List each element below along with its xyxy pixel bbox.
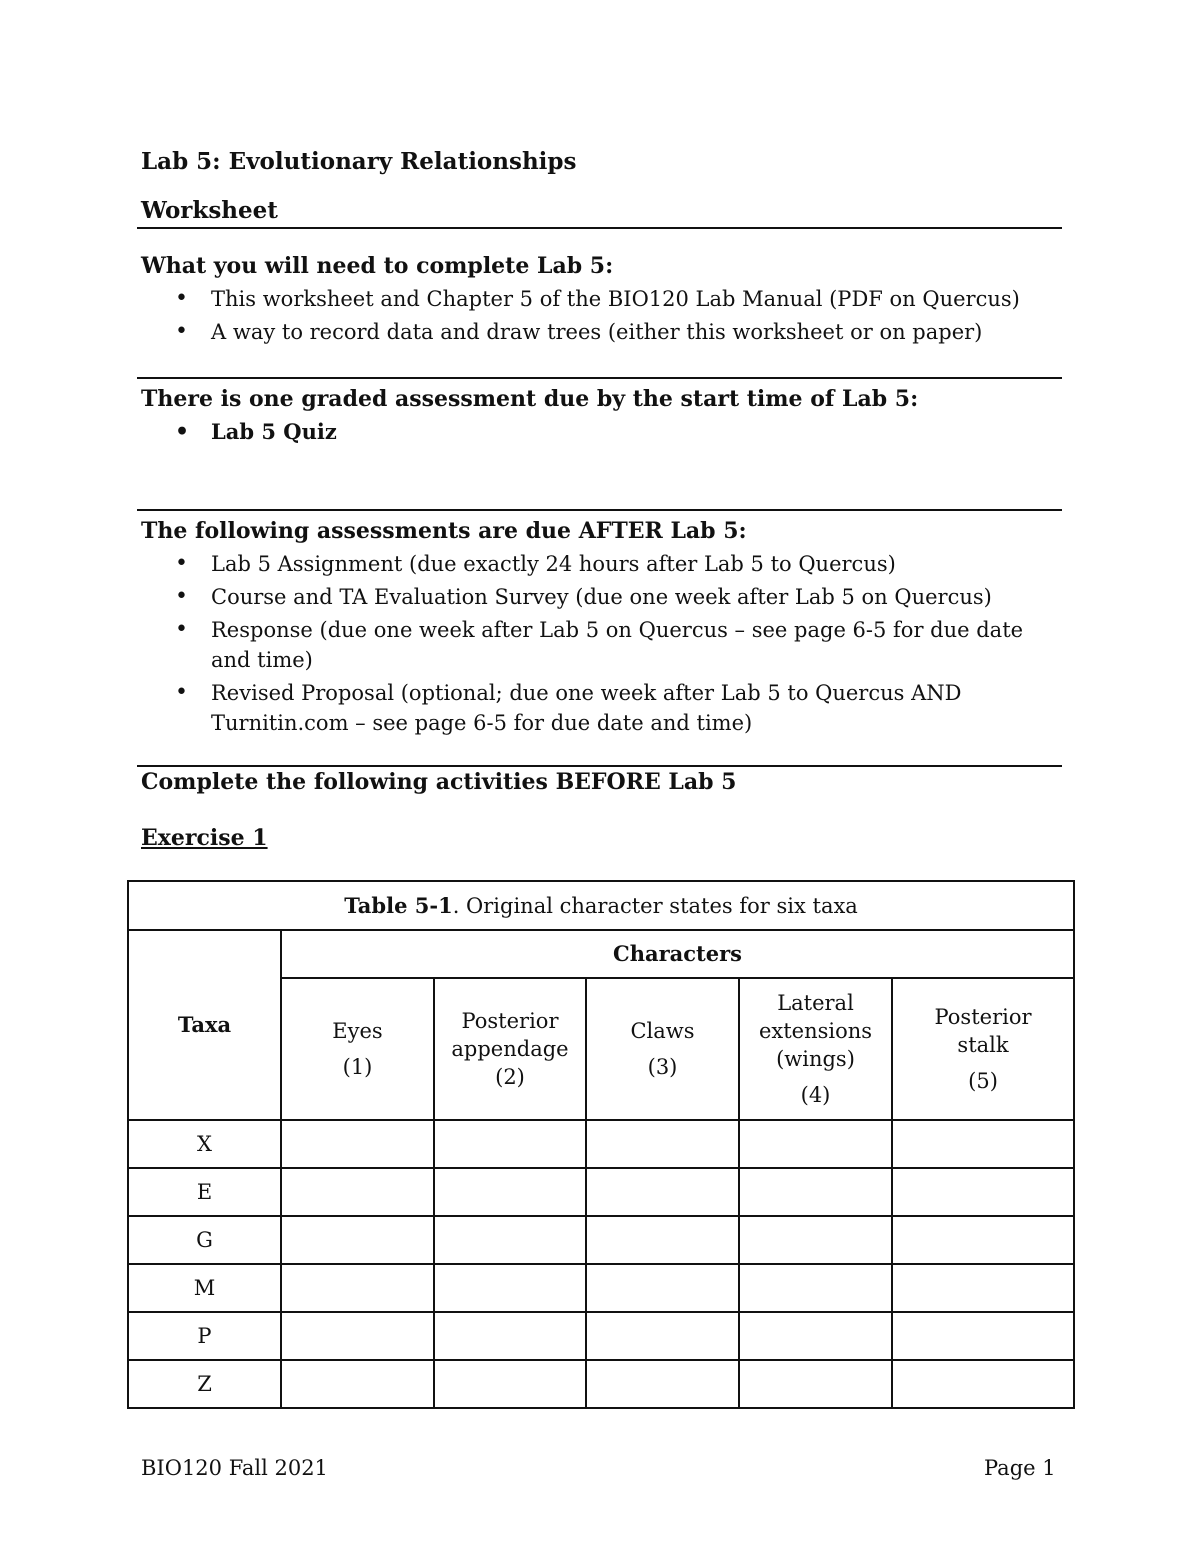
data-cell[interactable] bbox=[586, 1120, 739, 1168]
graded-heading: There is one graded assessment due by the start time of Lab 5: bbox=[141, 386, 919, 412]
data-cell[interactable] bbox=[281, 1264, 434, 1312]
data-cell[interactable] bbox=[586, 1312, 739, 1360]
exercise-label: Exercise 1 bbox=[141, 825, 268, 851]
column-number: (5) bbox=[968, 1069, 998, 1093]
column-header-lateral-extensions bbox=[739, 978, 892, 1120]
data-cell[interactable] bbox=[281, 1120, 434, 1168]
taxon-label: Z bbox=[128, 1360, 281, 1408]
table-caption bbox=[128, 881, 1074, 930]
data-cell[interactable] bbox=[281, 1216, 434, 1264]
list-item: • Course and TA Evaluation Survey (due one week after Lab 5 on Quercus) bbox=[141, 582, 1051, 612]
footer-page-number: Page 1 bbox=[984, 1456, 1056, 1480]
characters-header: Characters bbox=[281, 930, 1074, 978]
column-header-eyes bbox=[281, 978, 434, 1120]
data-cell[interactable] bbox=[892, 1264, 1074, 1312]
divider bbox=[137, 509, 1062, 511]
footer-course: BIO120 Fall 2021 bbox=[141, 1456, 328, 1480]
column-header-claws bbox=[586, 978, 739, 1120]
taxon-label: M bbox=[128, 1264, 281, 1312]
table-row bbox=[128, 1312, 1074, 1360]
after-heading: The following assessments are due AFTER Lab 5: bbox=[141, 518, 747, 544]
table-caption-text: . Original character states for six taxa bbox=[452, 893, 858, 918]
column-number: (4) bbox=[800, 1083, 831, 1107]
column-name: (wings) bbox=[776, 1047, 855, 1071]
divider bbox=[137, 765, 1062, 767]
data-cell[interactable] bbox=[892, 1168, 1074, 1216]
divider bbox=[137, 227, 1062, 229]
page-title: Lab 5: Evolutionary Relationships bbox=[141, 148, 577, 175]
data-cell[interactable] bbox=[739, 1216, 892, 1264]
data-cell[interactable] bbox=[892, 1312, 1074, 1360]
column-name: Posterior bbox=[934, 1005, 1032, 1029]
data-cell[interactable] bbox=[739, 1264, 892, 1312]
data-cell[interactable] bbox=[586, 1264, 739, 1312]
column-name: stalk bbox=[957, 1033, 1009, 1057]
column-name: Posterior bbox=[461, 1009, 559, 1033]
divider bbox=[137, 377, 1062, 379]
data-cell[interactable] bbox=[739, 1120, 892, 1168]
table-row bbox=[128, 1120, 1074, 1168]
data-cell[interactable] bbox=[892, 1360, 1074, 1408]
graded-list bbox=[141, 417, 1051, 450]
column-name: Lateral bbox=[777, 991, 854, 1015]
data-cell[interactable] bbox=[281, 1312, 434, 1360]
data-cell[interactable] bbox=[739, 1312, 892, 1360]
table-row bbox=[128, 1264, 1074, 1312]
column-header-posterior-appendage bbox=[434, 978, 586, 1120]
list-item: • This worksheet and Chapter 5 of the BIO120 Lab Manual (PDF on Quercus) bbox=[141, 284, 1051, 314]
list-item: • Response (due one week after Lab 5 on Quercus – see page 6-5 for due date and time) bbox=[141, 615, 1051, 675]
table-caption-label: Table 5-1 bbox=[344, 892, 453, 918]
table-row bbox=[128, 1216, 1074, 1264]
taxa-header: Taxa bbox=[128, 930, 281, 1120]
column-number: (3) bbox=[647, 1055, 678, 1079]
data-cell[interactable] bbox=[739, 1360, 892, 1408]
need-list bbox=[141, 284, 1051, 350]
table-row bbox=[128, 1168, 1074, 1216]
data-cell[interactable] bbox=[434, 1264, 586, 1312]
list-item: • Lab 5 Assignment (due exactly 24 hours after Lab 5 to Quercus) bbox=[141, 549, 1051, 579]
column-number: (1) bbox=[342, 1055, 373, 1079]
list-item: • Revised Proposal (optional; due one week after Lab 5 to Quercus AND Turnitin.com – see page 6-5 for due date and time) bbox=[141, 678, 1051, 738]
data-cell[interactable] bbox=[434, 1120, 586, 1168]
column-name: extensions bbox=[758, 1019, 873, 1043]
data-cell[interactable] bbox=[892, 1216, 1074, 1264]
column-number: (2) bbox=[495, 1065, 525, 1089]
list-item: • Lab 5 Quiz bbox=[141, 417, 1051, 447]
data-cell[interactable] bbox=[281, 1360, 434, 1408]
data-cell[interactable] bbox=[434, 1360, 586, 1408]
data-cell[interactable] bbox=[892, 1120, 1074, 1168]
column-name: Claws bbox=[630, 1019, 695, 1043]
taxon-label: X bbox=[128, 1120, 281, 1168]
data-cell[interactable] bbox=[739, 1168, 892, 1216]
taxon-label: G bbox=[128, 1216, 281, 1264]
data-cell[interactable] bbox=[281, 1168, 434, 1216]
data-cell[interactable] bbox=[434, 1168, 586, 1216]
data-cell[interactable] bbox=[586, 1360, 739, 1408]
character-table bbox=[127, 880, 1075, 1409]
data-cell[interactable] bbox=[586, 1168, 739, 1216]
before-heading: Complete the following activities BEFORE Lab 5 bbox=[141, 769, 737, 795]
after-list bbox=[141, 549, 1051, 741]
table-row bbox=[128, 1360, 1074, 1408]
data-cell[interactable] bbox=[434, 1312, 586, 1360]
list-item: • A way to record data and draw trees (either this worksheet or on paper) bbox=[141, 317, 1051, 347]
taxon-label: P bbox=[128, 1312, 281, 1360]
data-cell[interactable] bbox=[586, 1216, 739, 1264]
column-header-posterior-stalk bbox=[892, 978, 1074, 1120]
data-cell[interactable] bbox=[434, 1216, 586, 1264]
need-heading: What you will need to complete Lab 5: bbox=[141, 253, 614, 279]
column-name: Eyes bbox=[332, 1019, 383, 1043]
column-name: appendage bbox=[451, 1037, 569, 1061]
taxon-label: E bbox=[128, 1168, 281, 1216]
page-subtitle: Worksheet bbox=[141, 197, 278, 224]
